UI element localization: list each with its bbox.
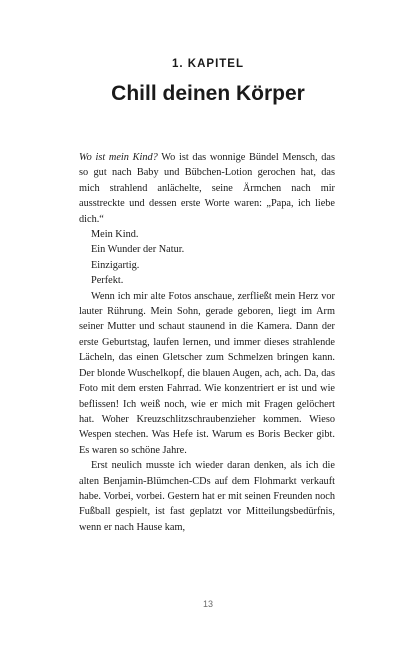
paragraph-5: Perfekt. bbox=[91, 275, 124, 287]
paragraph-2: Mein Kind. bbox=[91, 229, 139, 241]
paragraph-3: Ein Wunder der Natur. bbox=[91, 244, 185, 256]
paragraph-1-italic-lead: Wo ist mein Kind? bbox=[79, 152, 158, 163]
page-number: 13 bbox=[202, 599, 213, 609]
paragraph-7: Erst neulich musste ich wieder daran denken, als ich die alten Benjamin-Blümchen-CDs auf dem Flohmarkt verkauft habe. Vorbei, vorbei. Gestern hat er mit seinen Freunden noch Fußball gespielt, ist fast geplatzt vor Mitteilungsbedürfnis, wenn er nach Hause kam, bbox=[79, 460, 335, 533]
chapter-label: 1. KAPITEL bbox=[172, 58, 244, 70]
body-text bbox=[79, 150, 335, 535]
paragraph-1-text: Wo ist das wonnige Bündel Mensch, das so gut nach Baby und Bübchen-Lotion gerochen hat, das mich strahlend anlächelte, seine Ärmchen nach mir ausstreckte und dessen erste Worte waren: „Papa, ich liebe dich.“ bbox=[79, 152, 335, 225]
paragraph-4: Einzigartig. bbox=[91, 259, 140, 271]
paragraph-6: Wenn ich mir alte Fotos anschaue, zerfließt mein Herz vor lauter Rührung. Mein Sohn, gerade geboren, liegt im Arm seiner Mutter und schaut staunend in die Kamera. Dann der erste Geburtstag, laufen lernen, und immer dieses strahlende Lächeln, das einen Gletscher zum Schmelzen bringen kann. Der blonde Wuschelkopf, die blauen Augen, ach, ach. Da, das Foto mit dem ersten Fahrrad. Wie konzentriert er ist und wie beflissen! Ich weiß noch, wie er mich mit Fragen gelöchert hat. Woher Kreuzschlitzschraubenzieher kommen. Wieso Wespen stechen. Was Hefe ist. Warum es Boris Becker gibt. Es waren so schöne Jahre. bbox=[79, 290, 335, 456]
chapter-title: Chill deinen Körper bbox=[111, 82, 305, 105]
paragraph-1 bbox=[79, 150, 335, 227]
